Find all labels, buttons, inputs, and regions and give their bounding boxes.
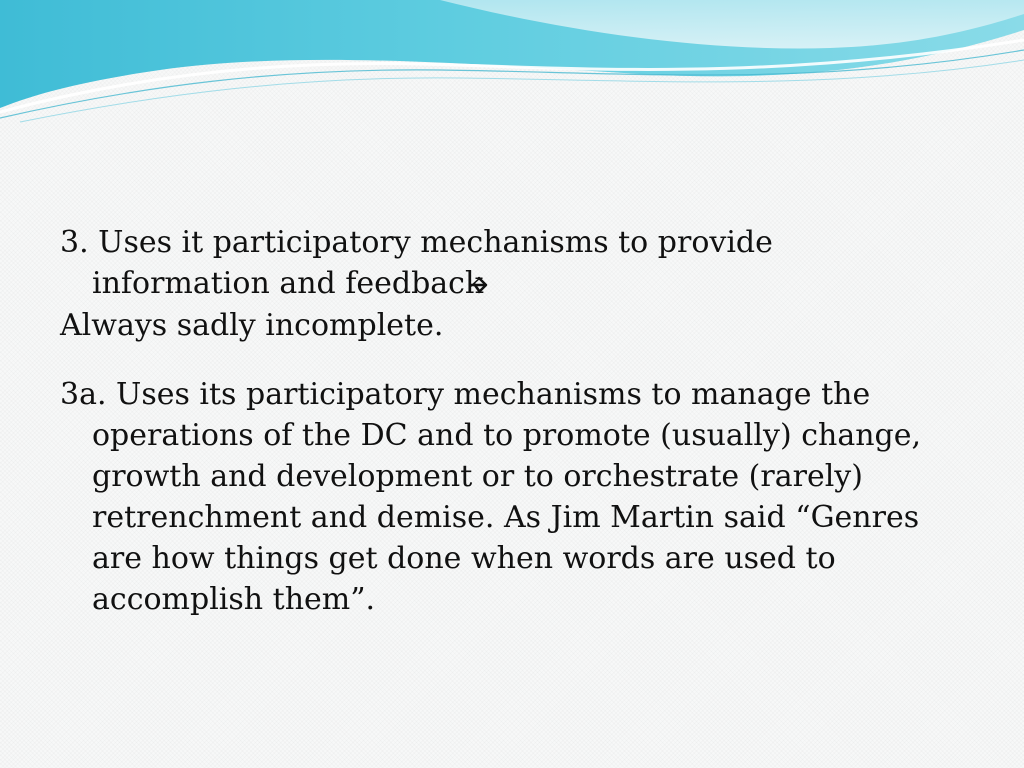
point-3-paragraph [60,222,960,305]
slide-body [60,222,960,620]
wave-header-decoration [0,0,1024,130]
point-3-text: 3. Uses it participatory mechanisms to provide information and feedback [60,225,773,301]
point-3a-paragraph: 3a. Uses its participatory mechanisms to manage the operations of the DC and to promote (usually) change, growth and development or to orchestrate (rarely) retrenchment and demise. As Jim Martin said “Genres are how things get done when words are used to accomplish them”. [60,377,922,617]
point-3-note: Always sadly incomplete. [60,308,444,343]
